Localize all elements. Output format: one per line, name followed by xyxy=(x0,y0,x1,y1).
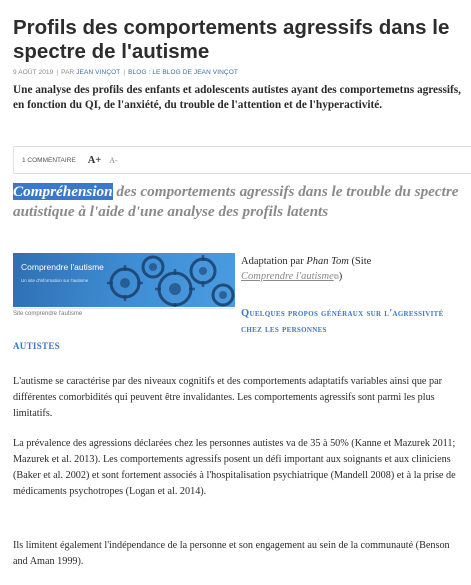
font-increase-button[interactable] xyxy=(88,155,102,166)
article-toolbar xyxy=(13,146,471,174)
site-link[interactable]: Comprendre l'autisme xyxy=(241,271,334,282)
meta-separator: | xyxy=(123,69,126,76)
article-intro: Une analyse des profils des enfants et adolescents autistes ayant des comportemetns agressifs, en fonction du QI, de l'anxiété, du trouble de l'attention et de l'hyperactivité. xyxy=(13,84,461,111)
font-decrease-button[interactable] xyxy=(109,156,117,165)
adaptation-author: Phan Tom xyxy=(306,256,349,267)
subtitle-text: des comportements agressifs dans le trouble du spectre autistique à l'aide d'une analyse des profils latents xyxy=(13,183,459,220)
adaptation-prefix: Adaptation par xyxy=(241,256,307,267)
font-decrease-sign: - xyxy=(115,155,118,165)
font-increase-letter: A xyxy=(87,154,96,166)
article-title: Profils des comportements agressifs dans le spectre de l'autisme xyxy=(13,16,450,63)
article-subtitle xyxy=(13,182,463,221)
banner-title: Comprendre l'autisme xyxy=(21,262,104,272)
selected-text-highlight[interactable]: Compréhension xyxy=(13,183,113,200)
meta-by: PAR xyxy=(61,69,75,76)
adaptation-site-open: (Site xyxy=(348,256,372,267)
paragraph: L'autisme se caractérise par des niveaux cognitifs et des comportements adaptatifs variables ainsi que par différentes comorbidités qui peuvent être invalidantes. Les comportements agressifs sont parmi les plus limitatifs. xyxy=(13,376,442,419)
meta-separator: | xyxy=(56,69,59,76)
external-link-icon: ⧉ xyxy=(333,273,339,281)
comments-link[interactable]: 1 COMMENTAIRE xyxy=(22,156,76,164)
author-link[interactable]: JEAN VINÇOT xyxy=(76,69,121,76)
section-heading-continuation: AUTISTES xyxy=(13,341,60,351)
blog-link[interactable]: BLOG : LE BLOG DE JEAN VINÇOT xyxy=(128,69,238,76)
site-banner-image[interactable] xyxy=(13,253,235,307)
section-heading: Quelques propos généraux sur l'agressivité chez les personnes xyxy=(241,308,444,335)
paragraph: Ils limitent également l'indépendance de la personne et son engagement au sein de la communauté (Benson and Aman 1999). xyxy=(13,540,450,567)
article-date: 9 AOÛT 2019 xyxy=(13,69,54,76)
banner-subtitle: Un site d'information sur l'autisme xyxy=(21,278,89,283)
font-increase-sign: + xyxy=(95,154,102,166)
image-caption: Site comprendre l'autisme xyxy=(13,308,235,317)
article-meta xyxy=(13,69,463,76)
adaptation-site-close: ) xyxy=(338,271,343,282)
adaptation-credit xyxy=(241,254,469,285)
paragraph: La prévalence des agressions déclarées chez les personnes autistes va de 35 à 50% (Kanne et Mazurek 2011; Mazurek et al. 2013). Les comportements agressifs posent un défi important aux soignants et aux cliniciens (Baker et al. 2002) et sont fortement associés à l'hospitalisation psychiatrique (Mandell 2008) et à la prise de médicaments psychotropes (Logan et al. 2014). xyxy=(13,438,456,497)
gears-illustration xyxy=(85,253,235,307)
font-decrease-letter: A xyxy=(109,155,116,165)
